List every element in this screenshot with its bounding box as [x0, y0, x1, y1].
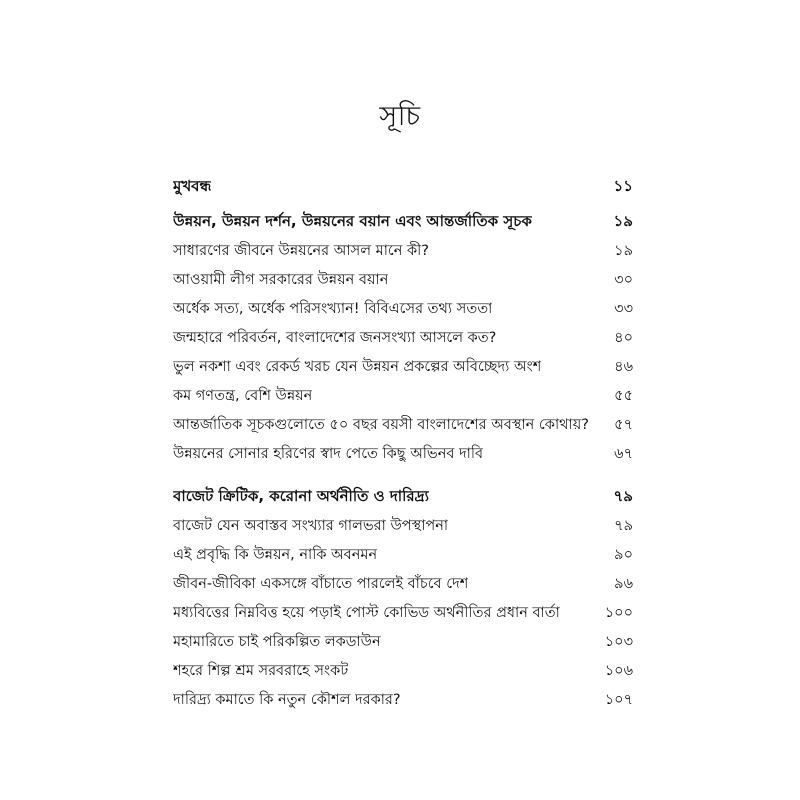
toc-entry [173, 628, 633, 656]
toc-entry-title: দারিদ্র্য কমাতে কি নতুন কৌশল দরকার? [173, 692, 401, 708]
toc-entry-page: ৭৯ [614, 518, 633, 534]
toc-entry-page: ৫৫ [614, 388, 633, 404]
toc-entry-page: ৩৩ [614, 301, 633, 317]
toc-section-page: ৭৯ [613, 487, 633, 505]
toc-entry-title: আওয়ামী লীগ সরকারের উন্নয়ন বয়ান [173, 272, 389, 288]
toc-entry [173, 353, 633, 381]
toc-entry-title: জীবন-জীবিকা একসঙ্গে বাঁচাতে পারলেই বাঁচবে দেশ [173, 576, 469, 592]
toc-entry [173, 382, 633, 410]
toc-entry [173, 599, 633, 627]
toc-entry [173, 440, 633, 468]
toc-entry-page: ৯০ [614, 547, 633, 563]
toc-section-heading [173, 207, 633, 235]
toc-section-page: ১৯ [613, 212, 633, 230]
toc-entry [173, 657, 633, 685]
toc-entry-page: ১০৬ [604, 663, 633, 679]
toc-entry-foreword [173, 172, 633, 200]
toc-section-heading [173, 482, 633, 510]
toc-entry-page: ৯৬ [614, 576, 633, 592]
toc-entry-page: ১০৩ [604, 634, 633, 650]
toc-entry-page: ৩০ [614, 272, 633, 288]
toc-entry [173, 295, 633, 323]
toc-entry-title: সাধারণের জীবনে উন্নয়নের আসল মানে কী? [173, 243, 429, 259]
toc-entry-title: শহরে শিল্প শ্রম সরবরাহে সংকট [173, 663, 349, 679]
toc-entry [173, 570, 633, 598]
toc-entry-page: ৬৭ [614, 446, 633, 462]
toc-entry-page: ৪৬ [614, 359, 633, 375]
toc-entry-title: উন্নয়নের সোনার হরিণের স্বাদ পেতে কিছু অভিনব দাবি [173, 446, 484, 462]
toc-entry-title: এই প্রবৃদ্ধি কি উন্নয়ন, নাকি অবনমন [173, 547, 378, 563]
toc-entry-page: ১৯ [614, 243, 633, 259]
toc-entry-title: অর্ধেক সত্য, অর্ধেক পরিসংখ্যান! বিবিএসের তথ্য সততা [173, 301, 493, 317]
toc-entry-title: আন্তর্জাতিক সূচকগুলোতে ৫০ বছর বয়সী বাংলাদেশের অবস্থান কোথায়? [173, 417, 589, 433]
toc-entry [173, 686, 633, 714]
toc-entry [173, 411, 633, 439]
toc-entry-title: মুখবন্ধ [173, 177, 212, 195]
toc-entry-title: বাজেট যেন অবাস্তব সংখ্যার গালভরা উপস্থাপনা [173, 518, 449, 534]
toc-entry [173, 237, 633, 265]
toc-entry [173, 266, 633, 294]
toc-entry-page: ৫৭ [614, 417, 633, 433]
toc-entry-title: কম গণতন্ত্র, বেশি উন্নয়ন [173, 388, 313, 404]
toc-entry-title: ভুল নকশা এবং রেকর্ড খরচ যেন উন্নয়ন প্রকল্পের অবিচ্ছেদ্য অংশ [173, 359, 542, 375]
toc-entry-title: মধ্যবিত্তের নিম্নবিত্ত হয়ে পড়াই পোস্ট কোভিড অর্থনীতির প্রধান বার্তা [173, 605, 560, 621]
toc-entry-title: মহামারিতে চাই পরিকল্পিত লকডাউন [173, 634, 381, 650]
toc-section-title: বাজেট ক্রিটিক, করোনা অর্থনীতি ও দারিদ্র্য [173, 487, 429, 505]
toc-entry [173, 512, 633, 540]
toc-entry-page: ১১ [613, 177, 633, 195]
toc-entry-title: জন্মহারে পরিবর্তন, বাংলাদেশের জনসংখ্যা আসলে কত? [173, 330, 497, 346]
toc-entry [173, 541, 633, 569]
toc-entry-page: ১০০ [604, 605, 633, 621]
page-title: সূচি [379, 101, 421, 132]
toc-entry [173, 324, 633, 352]
toc-section-title: উন্নয়ন, উন্নয়ন দর্শন, উন্নয়নের বয়ান এবং আন্তর্জাতিক সূচক [173, 212, 532, 230]
toc-entry-page: ১০৭ [604, 692, 633, 708]
toc-entry-page: ৪০ [614, 330, 633, 346]
